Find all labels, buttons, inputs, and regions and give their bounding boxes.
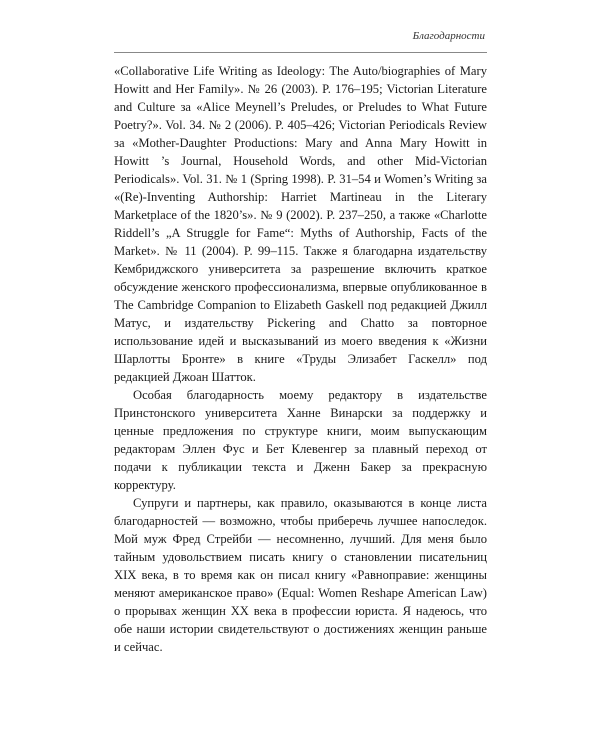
header-rule <box>114 52 487 53</box>
paragraph-2: Особая благодарность моему редактору в издательстве Принстонского университета Ханне Винарски за поддержку и ценные предложения по структуре книги, моим выпускающим редакторам Эллен Фус и Бет Клевенгер за плавный переход от подачи к публикации текста и Дженн Бакер за прекрасную корректуру. <box>114 388 487 492</box>
running-head: Благодарности <box>412 30 485 42</box>
paragraph-1: «Collaborative Life Writing as Ideology: The Auto/biographies of Mary Howitt and Her Family». № 26 (2003). P. 176–195; Victorian Literature and Culture за «Alice Meynell’s Preludes, or Preludes to What Future Poetry?». Vol. 34. № 2 (2006). P. 405–426; Victorian Periodicals Review за «Mother-Daughter Productions: Mary and Anna Mary Howitt in Howitt ’s Journal, Household Words, and other Mid-Victorian Periodicals». Vol. 31. № 1 (Spring 1998). P. 31–54 и Women’s Writing за «(Re)-Inventing Authorship: Harriet Martineau in the Literary Marketplace of the 1820’s». № 9 (2002). P. 237–250, а также «Charlotte Riddell’s „A Struggle for Fame“: Myths of Authorship, Facts of the Market». № 11 (2004). P. 99–115. Также я благодарна издательству Кембриджского университета за разрешение включить краткое обсуждение женского профессионализма, впервые опубликованное в The Cambridge Companion to Elizabeth Gaskell под редакцией Джилл Матус, и издательству Pickering and Chatto за повторное использование идей и высказываний из моего введения к «Жизни Шарлотты Бронте» в книге «Труды Элизабет Гаскелл» под редакцией Джоан Шатток. <box>114 64 487 384</box>
body-text <box>114 62 487 656</box>
paragraph-3: Супруги и партнеры, как правило, оказываются в конце листа благодарностей — возможно, чтобы приберечь лучшее напоследок. Мой муж Фред Стрейби — несомненно, лучший. Для меня было тайным удовольствием писать книгу о становлении писательниц XIX века, в то время как он писал книгу «Равноправие: женщины меняют американское право» (Equal: Women Reshape American Law) о прорывах женщин XX века в профессии юриста. Я надеюсь, что обе наши истории свидетельствуют о достижениях женщин раньше и сейчас. <box>114 496 487 654</box>
